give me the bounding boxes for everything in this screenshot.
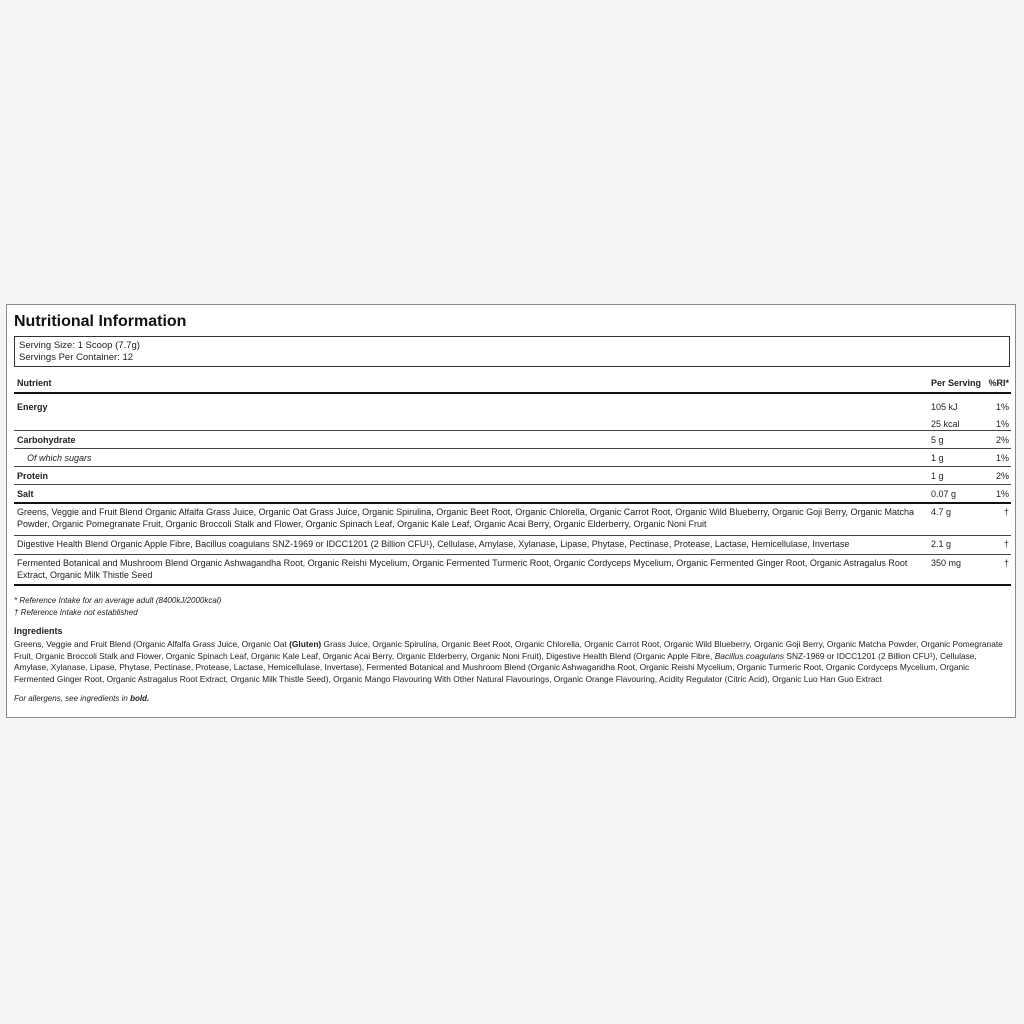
salt-value: 0.07 g bbox=[931, 489, 957, 499]
dagger-footnote: † Reference Intake not established bbox=[14, 608, 138, 617]
table-row-energy bbox=[14, 394, 1011, 431]
nutrition-panel bbox=[6, 304, 1016, 718]
table-row-botanical-blend bbox=[14, 555, 1011, 586]
table-row-salt bbox=[14, 485, 1011, 504]
table-header bbox=[14, 373, 1011, 394]
header-per-serving: Per Serving bbox=[931, 378, 982, 388]
greens-blend-value: 4.7 g bbox=[931, 507, 952, 517]
ingredients-part-1: Greens, Veggie and Fruit Blend (Organic Alfalfa Grass Juice, Organic Oat bbox=[14, 639, 290, 649]
header-ri: %RI* bbox=[988, 378, 1009, 388]
energy-kcal-ri: 1% bbox=[995, 419, 1009, 429]
ingredients-text bbox=[14, 639, 1010, 685]
table-row-protein bbox=[14, 467, 1011, 485]
energy-kj: 105 kJ bbox=[931, 402, 958, 412]
serving-box bbox=[14, 336, 1010, 367]
table-row-digestive-blend bbox=[14, 536, 1011, 555]
carbohydrate-label: Carbohydrate bbox=[17, 435, 76, 445]
ingredients-part-3: SNZ-1969 or IDCC1201 (2 Billion CFU¹), Cellulase, Amylase, Xylanase, Lipase, Phytase, Pectinase, Protease, Lactase, Hemicellulase, Invertase), Fermented Botanical and Mushroom Blend (Organic Ashwagandha Root, Organic Reishi Mycelium, Organic Turmeric Root, Organic Cordyceps Mycelium, Organic Fermented Ginger Root, Organic Astragalus Root Extract, Organic Milk Thistle Seed), Organic Mango Flavouring With Other Natural Flavourings, Organic Orange Flavouring, Acidity Regulator (Citric Acid), Organic Luo Han Guo Extract bbox=[14, 650, 977, 684]
sugars-label: Of which sugars bbox=[27, 453, 92, 463]
digestive-blend-description: Digestive Health Blend Organic Apple Fibre, Bacillus coagulans SNZ-1969 or IDCC1201 (2 Billion CFU¹), Cellulase, Amylase, Xylanase, Lipase, Phytase, Pectinase, Protease, Lactase, Hemicellulase, Invertase bbox=[17, 539, 850, 549]
botanical-blend-value: 350 mg bbox=[931, 558, 962, 568]
page-title: Nutritional Information bbox=[14, 313, 187, 330]
ingredient-bacillus: Bacillus coagulans bbox=[714, 650, 785, 661]
salt-label: Salt bbox=[17, 489, 34, 499]
carbohydrate-value: 5 g bbox=[931, 435, 944, 445]
salt-ri: 1% bbox=[995, 489, 1009, 499]
table-row-carbohydrate bbox=[14, 431, 1011, 449]
header-nutrient: Nutrient bbox=[17, 378, 52, 388]
allergen-gluten: (Gluten) bbox=[289, 639, 322, 649]
allergen-note bbox=[14, 694, 149, 703]
energy-label: Energy bbox=[17, 402, 48, 412]
footnotes bbox=[14, 595, 221, 619]
botanical-blend-ri: † bbox=[1003, 558, 1009, 568]
botanical-blend-description: Fermented Botanical and Mushroom Blend Organic Ashwagandha Root, Organic Reishi Mycelium, Organic Fermented Turmeric Root, Organic Cordyceps Mycelium, Organic Fermented Ginger Root, Organic Astragalus Root Extract, Organic Milk Thistle Seed bbox=[17, 558, 908, 580]
table-row-greens-blend bbox=[14, 504, 1011, 536]
greens-blend-description: Greens, Veggie and Fruit Blend Organic Alfalfa Grass Juice, Organic Oat Grass Juice, Organic Spirulina, Organic Beet Root, Organic Chlorella, Organic Carrot Root, Organic Wild Blueberry, Organic Goji Berry, Organic Matcha Powder, Organic Pomegranate Fruit, Organic Broccoli Stalk and Flower, Organic Spinach Leaf, Organic Kale Leaf, Organic Acai Berry, Organic Elderberry, Organic Noni Fruit bbox=[17, 507, 915, 529]
sugars-value: 1 g bbox=[931, 453, 944, 463]
protein-label: Protein bbox=[17, 471, 49, 481]
protein-ri: 2% bbox=[995, 471, 1009, 481]
ri-footnote: * Reference Intake for an average adult (8400kJ/2000kcal) bbox=[14, 596, 222, 605]
digestive-blend-ri: † bbox=[1003, 539, 1009, 549]
greens-blend-ri: † bbox=[1003, 507, 1009, 517]
table-row-sugars bbox=[14, 449, 1011, 467]
ingredients-part-2: Grass Juice, Organic Spirulina, Organic Beet Root, Organic Chlorella, Organic Carrot Root, Organic Wild Blueberry, Organic Goji Berry, Organic Matcha Powder, Organic Pomegranate Fruit, Organic Broccoli Stalk and Flower, Organic Spinach Leaf, Organic Kale Leaf, Organic Acai Berry, Organic Elderberry, Organic Noni Fruit), Digestive Health Blend (Organic Apple Fibre, bbox=[14, 639, 1003, 661]
energy-kcal: 25 kcal bbox=[931, 419, 960, 429]
servings-per-container: Servings Per Container: 12 bbox=[19, 352, 134, 363]
serving-size: Serving Size: 1 Scoop (7.7g) bbox=[19, 340, 140, 351]
energy-kj-ri: 1% bbox=[995, 402, 1009, 412]
nutrition-table bbox=[14, 373, 1011, 586]
digestive-blend-value: 2.1 g bbox=[931, 539, 952, 549]
carbohydrate-ri: 2% bbox=[995, 435, 1009, 445]
protein-value: 1 g bbox=[931, 471, 944, 481]
sugars-ri: 1% bbox=[995, 453, 1009, 463]
allergen-note-bold: bold. bbox=[130, 694, 150, 703]
allergen-note-text: For allergens, see ingredients in bbox=[14, 694, 131, 703]
ingredients-heading: Ingredients bbox=[14, 626, 63, 636]
